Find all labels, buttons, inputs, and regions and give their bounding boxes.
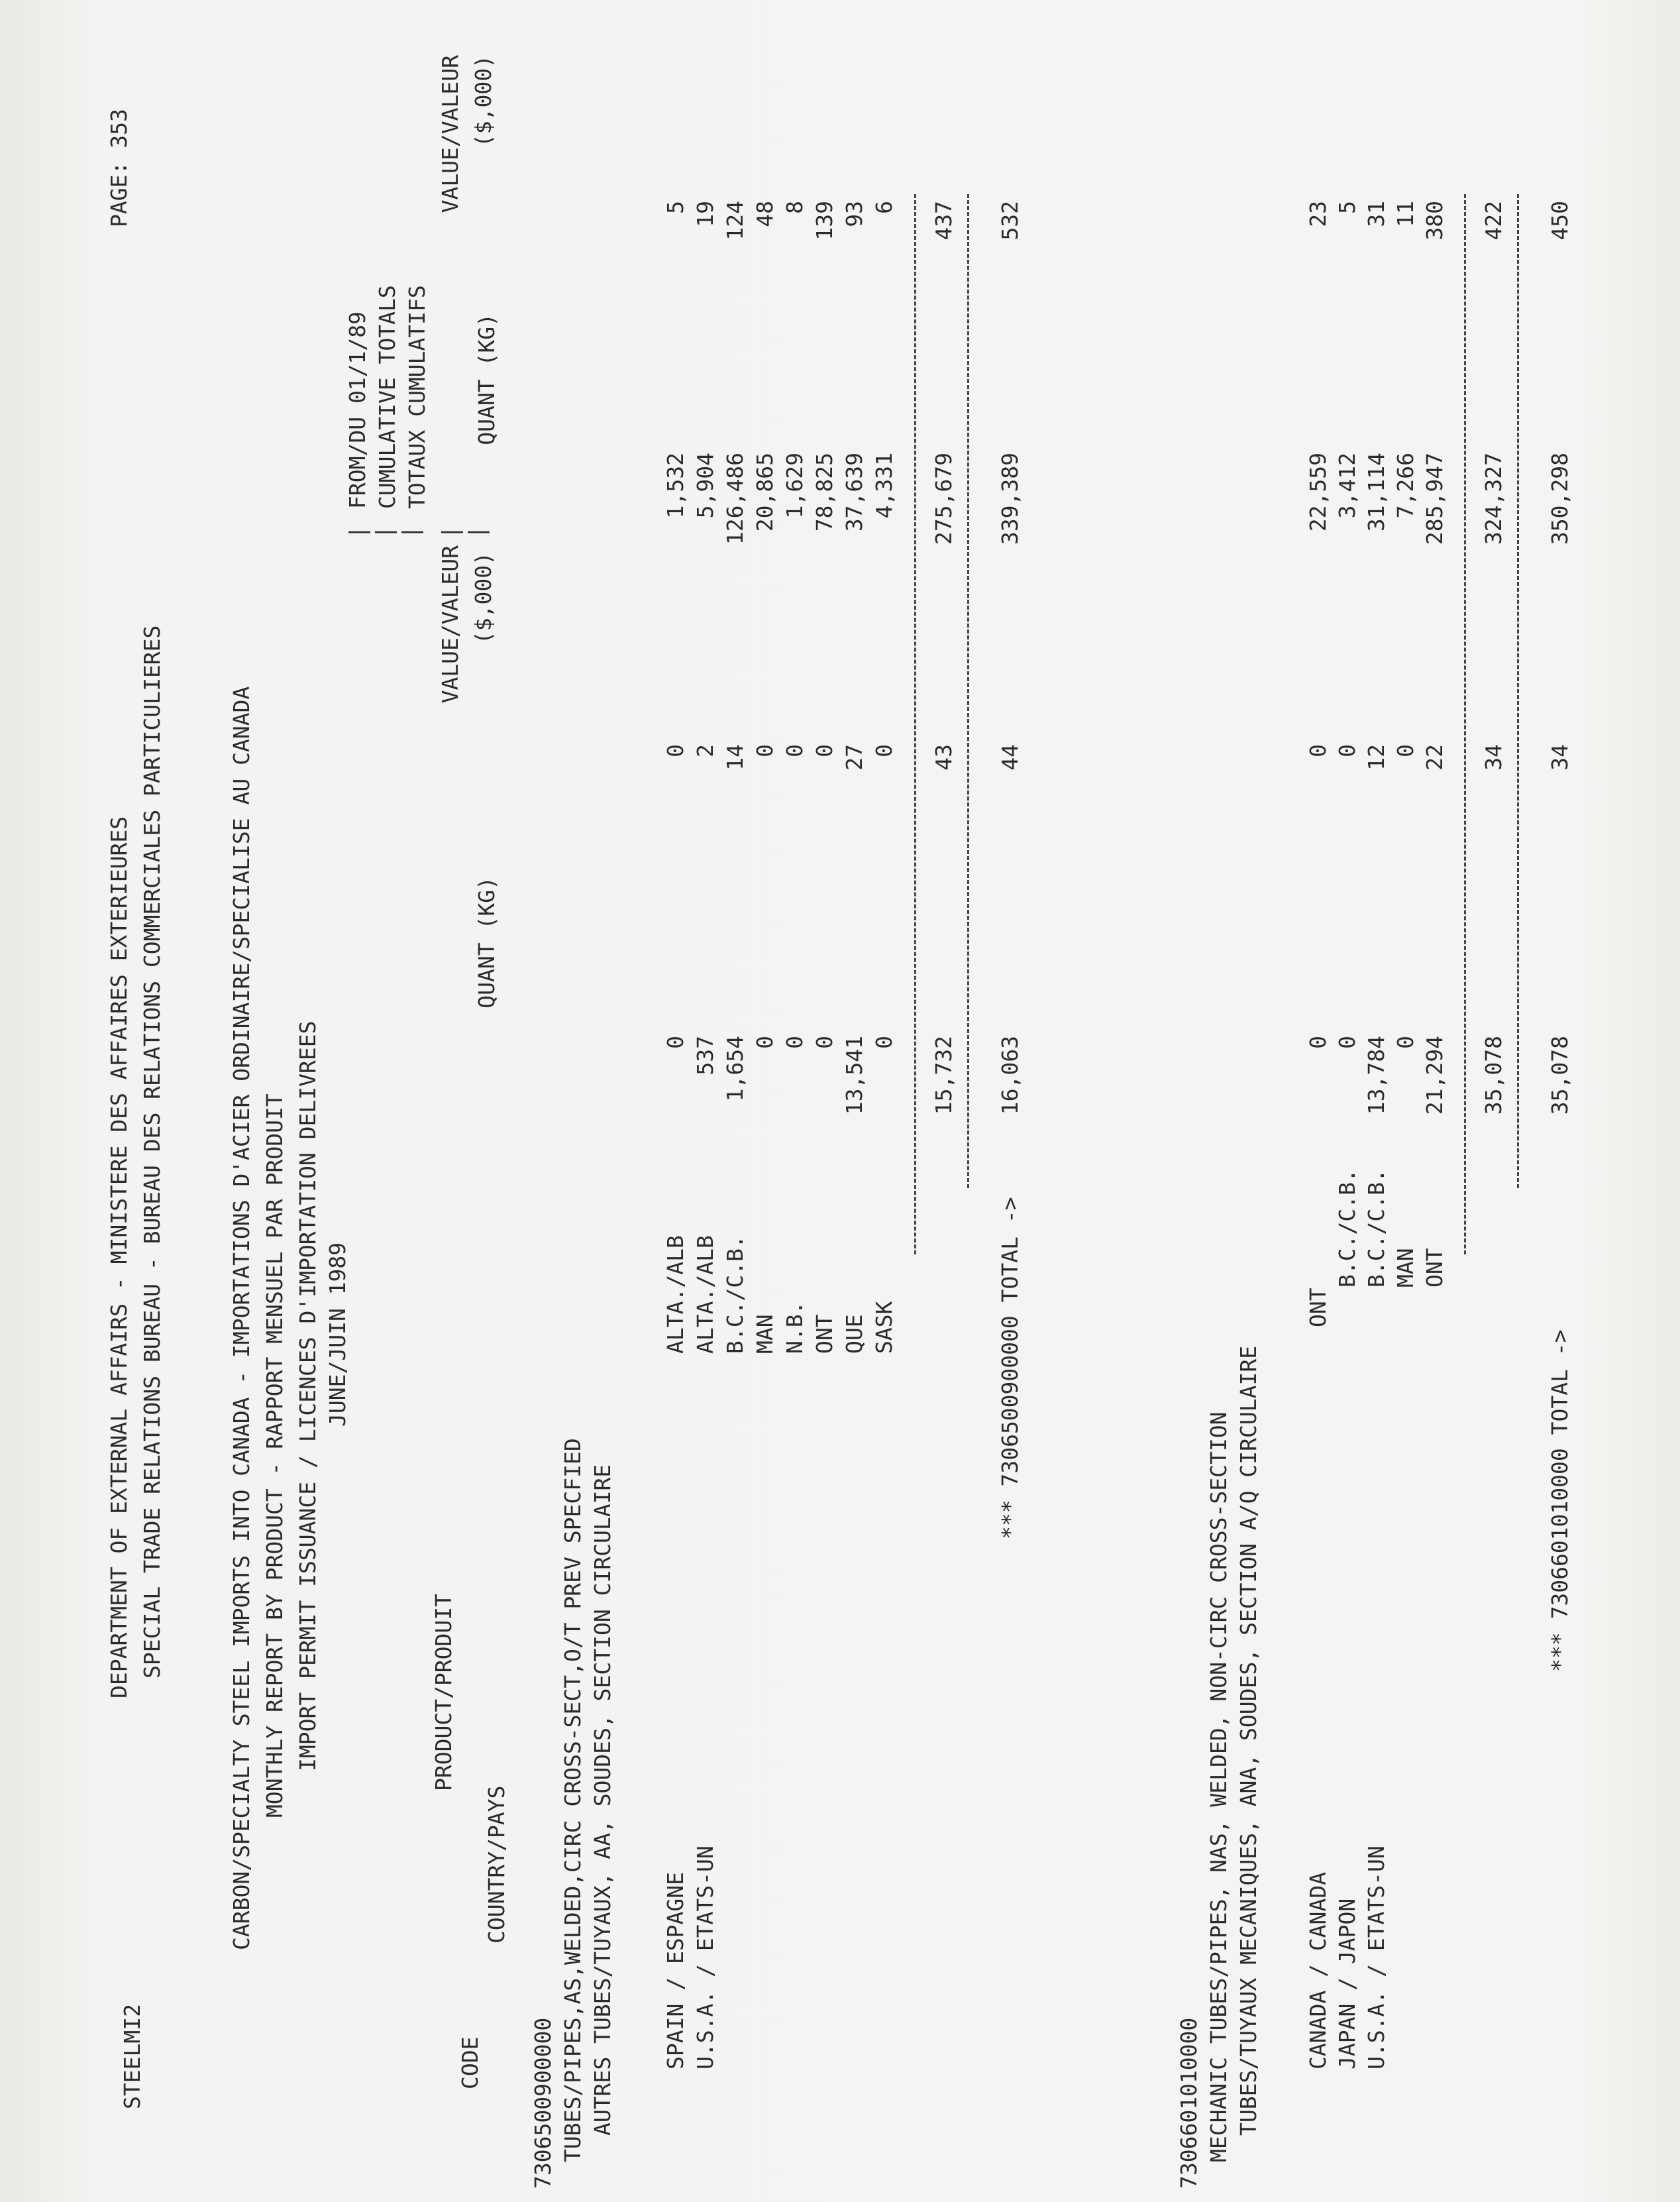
row-cum-value: 380 [1422, 201, 1447, 241]
subtotal-rule [914, 194, 916, 1254]
row-cum-value: 23 [1305, 201, 1331, 227]
row-province: B.C./C.B. [1363, 1169, 1389, 1288]
section-total-label: *** 7306500900000 TOTAL -> [997, 1197, 1023, 1539]
row-quant: 1,654 [722, 1036, 748, 1102]
row-country: U.S.A. / ETATS-UN [692, 1845, 718, 2069]
report-title-2: MONTHLY REPORT BY PRODUCT - RAPPORT MENSUEL PAR PRODUIT [262, 1093, 288, 1818]
row-cum-value: 8 [782, 201, 808, 214]
total-cum-value: 450 [1547, 201, 1573, 241]
row-province: N.B. [782, 1301, 808, 1354]
col-country: COUNTRY/PAYS [484, 1785, 509, 1944]
total-rule [1517, 194, 1519, 1188]
row-quant: 537 [692, 1036, 718, 1075]
row-cum-quant: 4,331 [871, 453, 897, 519]
row-country: CANADA / CANADA [1305, 1871, 1331, 2069]
row-cum-quant: 5,904 [692, 453, 718, 519]
subtotal-cum-value: 422 [1481, 201, 1506, 241]
row-province: MAN [1392, 1248, 1418, 1288]
row-cum-quant: 78,825 [812, 453, 837, 532]
row-value: 0 [752, 744, 778, 757]
row-value: 0 [1334, 744, 1360, 757]
row-cum-quant: 1,629 [782, 453, 808, 519]
header-divider: | | | [344, 525, 423, 539]
row-value: 22 [1422, 744, 1447, 771]
col-cum-value-units: ($,000) [470, 55, 496, 148]
row-cum-value: 48 [752, 201, 778, 227]
row-cum-value: 19 [692, 201, 718, 227]
row-cum-quant: 20,865 [752, 453, 778, 532]
row-province: SASK [871, 1301, 897, 1354]
row-province: B.C./C.B. [722, 1235, 748, 1354]
row-value: 0 [662, 744, 688, 757]
row-cum-quant: 1,532 [662, 453, 688, 519]
from-date: FROM/DU 01/1/89 [344, 311, 370, 509]
row-cum-quant: 126,486 [722, 453, 748, 545]
dept-line-2: SPECIAL TRADE RELATIONS BUREAU - BUREAU DES RELATIONS COMMERCIALES PARTICULIERES [139, 625, 165, 1679]
subtotal-cum-value: 437 [931, 201, 957, 241]
total-quant: 16,063 [997, 1036, 1023, 1115]
row-cum-quant: 285,947 [1422, 453, 1447, 545]
row-cum-quant: 3,412 [1334, 453, 1360, 519]
dept-line-1: DEPARTMENT OF EXTERNAL AFFAIRS - MINISTERE DES AFFAIRES EXTERIEURES [106, 816, 132, 1698]
row-country: JAPAN / JAPON [1334, 1898, 1360, 2069]
row-province: ALTA./ALB [662, 1235, 688, 1354]
row-quant: 0 [1305, 1036, 1331, 1049]
col-value: VALUE/VALEUR [437, 545, 463, 704]
row-cum-value: 31 [1363, 201, 1389, 227]
row-cum-value: 124 [722, 201, 748, 241]
row-province: QUE [841, 1314, 867, 1354]
row-value: 0 [1392, 744, 1418, 757]
row-cum-quant: 37,639 [841, 453, 867, 532]
row-country: SPAIN / ESPAGNE [662, 1871, 688, 2069]
col-value-units: ($,000) [470, 552, 496, 645]
row-value: 27 [841, 744, 867, 771]
row-value: 2 [692, 744, 718, 757]
col-product: PRODUCT/PRODUIT [431, 1593, 456, 1791]
section-desc-en: MECHANIC TUBES/PIPES, NAS, WELDED, NON-CIRC CROSS-SECTION [1206, 1411, 1232, 2162]
row-cum-value: 6 [871, 201, 897, 214]
subtotal-quant: 35,078 [1481, 1036, 1506, 1115]
row-cum-value: 11 [1392, 201, 1418, 227]
col-cum-value: VALUE/VALEUR [437, 55, 463, 213]
col-cum-quant: QUANT (KG) [474, 313, 499, 445]
row-province: ALTA./ALB [692, 1235, 718, 1354]
row-province: ONT [812, 1314, 837, 1354]
total-value: 34 [1547, 744, 1573, 771]
total-cum-quant: 339,389 [997, 453, 1023, 545]
total-rule [967, 194, 969, 1188]
cumulative-label-fr: TOTAUX CUMULATIFS [404, 285, 430, 509]
row-country: U.S.A. / ETATS-UN [1363, 1845, 1389, 2069]
row-value: 0 [1305, 744, 1331, 757]
section-code: 7306500900000 [530, 2017, 556, 2189]
report-id: STEELMI2 [119, 2004, 145, 2109]
row-cum-value: 139 [812, 201, 837, 241]
total-value: 44 [997, 744, 1023, 771]
row-quant: 0 [871, 1036, 897, 1049]
subtotal-value: 34 [1481, 744, 1506, 771]
total-cum-value: 532 [997, 201, 1023, 241]
row-province: ONT [1305, 1288, 1331, 1327]
row-value: 0 [782, 744, 808, 757]
section-desc-fr: AUTRES TUBES/TUYAUX, AA, SOUDES, SECTION CIRCULAIRE [590, 1464, 615, 2136]
row-cum-quant: 31,114 [1363, 453, 1389, 532]
subtotal-cum-quant: 324,327 [1481, 453, 1506, 545]
row-quant: 0 [752, 1036, 778, 1049]
row-value: 0 [812, 744, 837, 757]
section-desc-fr: TUBES/TUYAUX MECANIQUES, ANA, SOUDES, SECTION A/Q CIRCULAIRE [1235, 1345, 1261, 2136]
subtotal-cum-quant: 275,679 [931, 453, 957, 545]
row-cum-quant: 7,266 [1392, 453, 1418, 519]
row-quant: 0 [1334, 1036, 1360, 1049]
subtotal-rule [1464, 194, 1466, 1254]
cumulative-label-en: CUMULATIVE TOTALS [374, 285, 400, 509]
row-cum-value: 5 [662, 201, 688, 214]
row-quant: 0 [1392, 1036, 1418, 1049]
row-quant: 21,294 [1422, 1036, 1447, 1115]
report-title-3: IMPORT PERMIT ISSUANCE / LICENCES D'IMPORTATION DELIVREES [295, 1020, 321, 1771]
col-code: CODE [457, 2036, 483, 2089]
row-province: B.C./C.B. [1334, 1169, 1360, 1288]
section-desc-en: TUBES/PIPES,AS,WELDED,CIRC CROSS-SECT,O/T PREV SPECFIED [560, 1438, 586, 2162]
row-value: 12 [1363, 744, 1389, 771]
row-province: MAN [752, 1314, 778, 1354]
col-divider: | | [437, 525, 490, 539]
row-value: 0 [871, 744, 897, 757]
page-number: PAGE: 353 [106, 109, 132, 227]
row-quant: 0 [812, 1036, 837, 1049]
row-province: ONT [1422, 1248, 1447, 1288]
report-title-1: CARBON/SPECIALTY STEEL IMPORTS INTO CANADA - IMPORTATIONS D'ACIER ORDINAIRE/SPECIALISE AU CANADA [229, 686, 254, 1950]
subtotal-value: 43 [931, 744, 957, 771]
total-quant: 35,078 [1547, 1036, 1573, 1115]
row-quant: 0 [662, 1036, 688, 1049]
total-cum-quant: 350,298 [1547, 453, 1573, 545]
section-code: 7306601010000 [1176, 2017, 1202, 2189]
report-period: JUNE/JUIN 1989 [325, 1242, 350, 1427]
col-quant: QUANT (KG) [474, 877, 499, 1009]
subtotal-quant: 15,732 [931, 1036, 957, 1115]
row-cum-value: 93 [841, 201, 867, 227]
row-value: 14 [722, 744, 748, 771]
row-quant: 13,541 [841, 1036, 867, 1115]
row-quant: 13,784 [1363, 1036, 1389, 1115]
row-quant: 0 [782, 1036, 808, 1049]
section-total-label: *** 7306601010000 TOTAL -> [1547, 1329, 1573, 1672]
row-cum-value: 5 [1334, 201, 1360, 214]
row-cum-quant: 22,559 [1305, 453, 1331, 532]
